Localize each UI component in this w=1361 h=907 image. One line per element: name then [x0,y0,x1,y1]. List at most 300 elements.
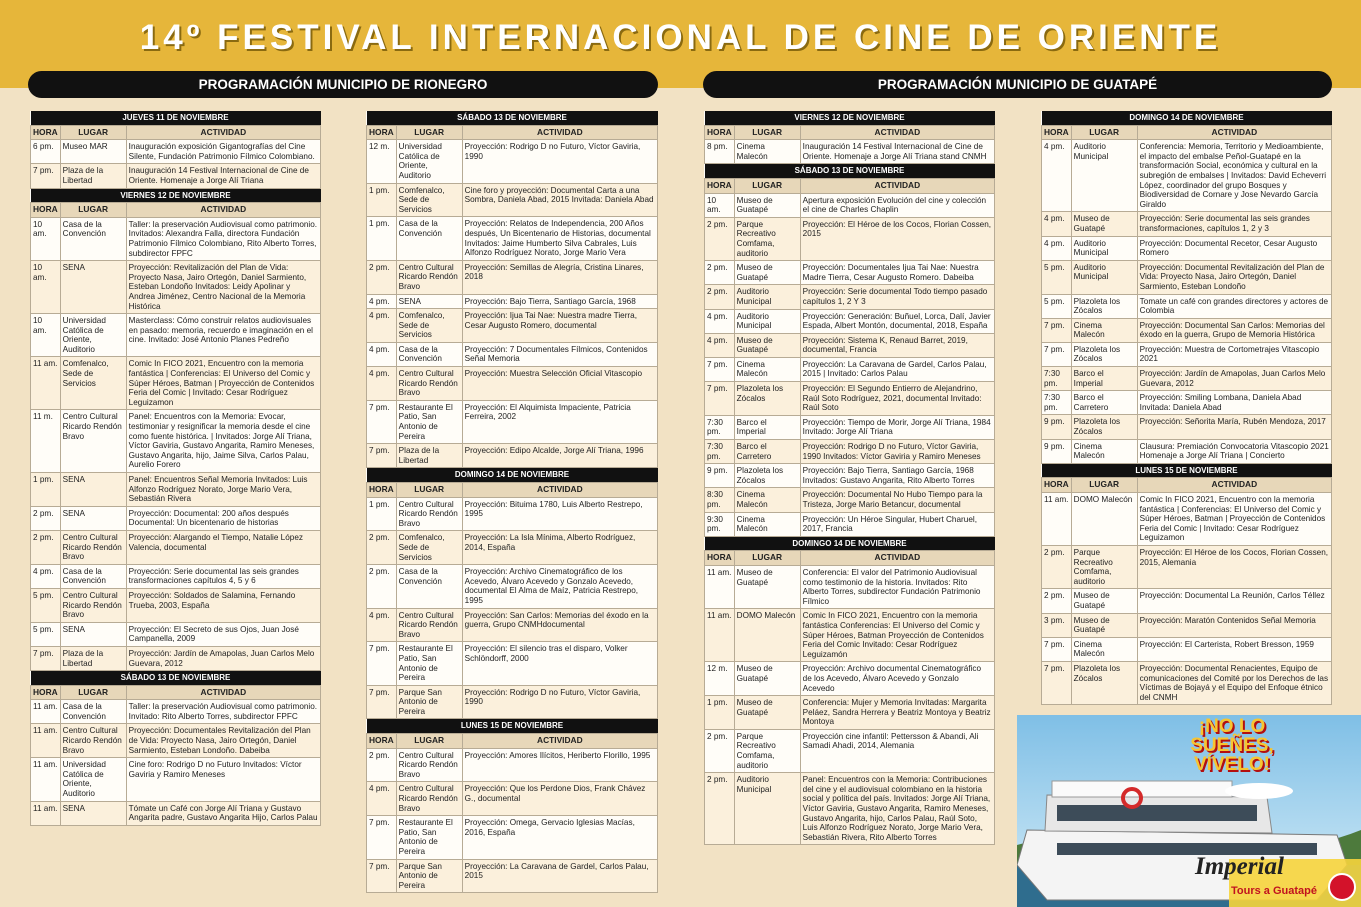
event-venue: Auditorio Municipal [1071,260,1137,294]
event-venue: Restaurante El Patio, San Antonio de Pereira [396,642,462,685]
event-time: 7 pm. [367,642,397,685]
event-activity: Proyección: Serie documental las seis grandes transformaciones, capítulos 1, 2 y 3 [1137,212,1331,236]
event-activity: Proyección: Documental Revitalización del Plan de Vida: Proyecto Nasa, Jairo Ortegón, Daniel Sarmiento, Esteban Londoño [1137,260,1331,294]
event-activity: Masterclass: Cómo construir relatos audiovisuales en pasado: memoria, recuerdo e imaginación en el cine. Invitado: José Antonio Planes Pedreño [126,314,320,357]
actividad-header: ACTIVIDAD [126,685,320,700]
event-row [367,531,658,565]
event-activity: Proyección: Muestra de Cortometrajes Vitascopio 2021 [1137,342,1331,366]
event-venue: Comfenalco, Sede de Servicios [60,357,126,410]
event-time: 5 pm. [31,588,61,622]
event-venue: SENA [60,261,126,314]
event-time: 10 am. [31,314,61,357]
event-activity: Inauguración 14 Festival Internacional de Cine de Oriente. Homenaje a Jorge Alí Triana [126,164,320,188]
lugar-header: LUGAR [396,483,462,498]
promo-brand: Imperial [1195,853,1284,880]
actividad-header: ACTIVIDAD [800,178,994,193]
event-activity: Proyección: La Isla Mínima, Alberto Rodríguez, 2014, España [462,531,657,565]
event-activity: Proyección: Documental: 200 años después Documental: Un bicentenario de historias [126,506,320,530]
event-venue: Auditorio Municipal [1071,140,1137,212]
event-venue: Auditorio Municipal [734,309,800,333]
event-venue: SENA [60,622,126,646]
event-row [31,164,321,188]
event-time: 11 am. [705,565,735,608]
lugar-header: LUGAR [734,125,800,140]
event-row [31,314,321,357]
event-row [367,140,658,183]
event-activity: Cine foro: Rodrigo D no Futuro Invitados: Víctor Gaviria y Ramiro Meneses [126,758,320,801]
event-row [31,261,321,314]
event-row [367,859,658,893]
event-venue: Comfenalco, Sede de Servicios [396,309,462,343]
lugar-header: LUGAR [1071,478,1137,493]
event-activity: Proyección: Documentales Ijua Tai Nae: Nuestra Madre Tierra, Cesar Augusto Romero. Dabeiba [800,261,994,285]
event-time: 4 pm. [31,564,61,588]
event-row [367,748,658,782]
event-time: 2 pm. [705,773,735,845]
event-venue: Universidad Católica de Oriente, Auditorio [60,758,126,801]
event-activity: Proyección: Archivo documental Cinematográfico de los Acevedo, Álvaro Acevedo y Gonzalo Acevedo [800,662,994,696]
event-activity: Proyección: Rodrigo D no Futuro, Víctor Gaviria, 1990 [462,685,657,719]
event-time: 11 am. [31,357,61,410]
event-row [705,309,995,333]
actividad-header: ACTIVIDAD [126,203,320,218]
event-venue: Centro Cultural Ricardo Rendón Bravo [396,782,462,816]
event-activity: Proyección: Documental Recetor, Cesar Augusto Romero [1137,236,1331,260]
event-time: 7 pm. [1042,318,1072,342]
event-activity: Proyección: Soldados de Salamina, Fernando Trueba, 2003, España [126,588,320,622]
day-header: SÁBADO 13 DE NOVIEMBRE [367,111,658,125]
rionegro-section-title: PROGRAMACIÓN MUNICIPIO DE RIONEGRO [28,71,658,98]
festival-title: 14º FESTIVAL INTERNACIONAL DE CINE DE ORIENTE [139,18,1222,57]
event-row [31,357,321,410]
event-row [1042,294,1332,318]
event-row [705,609,995,662]
event-row [705,488,995,512]
day-header: LUNES 15 DE NOVIEMBRE [1042,464,1332,478]
hora-header: HORA [1042,125,1072,140]
event-row [367,782,658,816]
event-venue: Centro Cultural Ricardo Rendón Bravo [396,748,462,782]
event-row [1042,439,1332,463]
event-venue: Parque Recreativo Comfama, auditorio [734,729,800,772]
hora-header: HORA [31,125,61,140]
event-activity: Proyección: Archivo Cinematográfico de los Acevedo, Álvaro Acevedo y Gonzalo Acevedo, documental El Alma de Maíz, Patricia Restrepo, 1995 [462,565,657,608]
event-activity: Proyección: Documentales Revitalización del Plan de Vida: Proyecto Nasa, Jairo Ortegón, Daniel Sarmiento, Esteban Londoño. Dabeiba [126,724,320,758]
day-schedule-table [704,111,995,164]
event-row [367,642,658,685]
event-venue: Parque San Antonio de Pereira [396,859,462,893]
event-time: 4 pm. [367,782,397,816]
event-activity: Proyección: Documental La Reunión, Carlos Téllez [1137,589,1331,613]
event-time: 4 pm. [1042,236,1072,260]
lugar-header: LUGAR [1071,125,1137,140]
event-venue: Museo de Guatapé [734,696,800,730]
event-activity: Proyección: Documental Renacientes, Equipo de comunicaciones del Comité por los Derechos de las Víctimas de Bojayá y el Equipo del Enfoque étnico del CNMH [1137,661,1331,704]
event-activity: Proyección: Ijua Tai Nae: Nuestra madre Tierra, Cesar Augusto Romero, documental [462,309,657,343]
event-row [1042,318,1332,342]
event-row [1042,493,1332,546]
event-activity: Proyección: Semillas de Alegría, Cristina Linares, 2018 [462,260,657,294]
event-time: 4 pm. [705,309,735,333]
event-time: 2 pm. [705,261,735,285]
event-time: 5 pm. [1042,260,1072,294]
event-activity: Proyección: El Secreto de sus Ojos, Juan José Campanella, 2009 [126,622,320,646]
event-activity: Proyección: El silencio tras el disparo, Volker Schlöndorff, 2000 [462,642,657,685]
day-schedule-table [1041,464,1332,705]
event-venue: Plaza de la Libertad [60,646,126,670]
event-activity: Proyección: Rodrigo D no Futuro, Víctor Gaviria, 1990 Invitados: Víctor Gaviria y Ramiro Meneses [800,440,994,464]
event-row [367,565,658,608]
event-time: 7 pm. [705,382,735,416]
event-row [705,140,995,164]
event-time: 11 am. [31,700,61,724]
day-schedule-table [366,719,658,893]
event-time: 7:30 pm. [1042,367,1072,391]
event-venue: Auditorio Municipal [734,773,800,845]
event-time: 7 pm. [1042,661,1072,704]
event-time: 9 pm. [1042,439,1072,463]
event-activity: Inauguración exposición Gigantografías del Cine Silente, Fundación Patrimonio Fílmico Colombiano. [126,140,320,164]
event-venue: Casa de la Convención [396,565,462,608]
event-venue: Parque Recreativo Comfama, auditorio [1071,545,1137,588]
event-activity: Proyección: El Carterista, Robert Bresson, 1959 [1137,637,1331,661]
event-activity: Apertura exposición Evolución del cine y colección el cine de Charles Chaplin [800,193,994,217]
event-row [31,646,321,670]
event-row [705,773,995,845]
event-row [367,309,658,343]
event-time: 12 m. [705,662,735,696]
event-row [367,183,658,217]
event-activity: Cine foro y proyección: Documental Carta a una Sombra, Daniela Abad, 2015 Invitada: Daniela Abad [462,183,657,217]
event-time: 7 pm. [367,400,397,443]
event-row [1042,661,1332,704]
event-venue: Museo de Guatapé [1071,613,1137,637]
event-venue: Barco el Carretero [1071,391,1137,415]
event-venue: DOMO Malecón [734,609,800,662]
day-header: LUNES 15 DE NOVIEMBRE [367,719,658,733]
event-activity: Proyección: Documental No Hubo Tiempo para la Tristeza, Jorge Mario Betancur, documental [800,488,994,512]
event-row [705,333,995,357]
hora-header: HORA [367,483,397,498]
actividad-header: ACTIVIDAD [462,483,657,498]
event-time: 7:30 pm. [705,440,735,464]
event-time: 1 pm. [705,696,735,730]
event-row [705,464,995,488]
event-time: 7 pm. [367,816,397,859]
event-venue: Museo de Guatapé [734,662,800,696]
event-activity: Proyección: Sistema K, Renaud Barret, 2019, documental, Francia [800,333,994,357]
event-activity: Proyección: Alargando el Tiempo, Natalie López Valencia, documental [126,530,320,564]
event-time: 2 pm. [367,531,397,565]
event-row [1042,391,1332,415]
event-time: 4 pm. [367,342,397,366]
hora-header: HORA [31,203,61,218]
event-activity: Comic In FICO 2021, Encuentro con la memoria fantástica | Conferencias: El Universo del Comic y Súper Héroes, Batman | Proyección de Contenidos Feria del Comic | Invitado: Cesar Rodríguez Leguizamon [1137,493,1331,546]
event-row [367,342,658,366]
event-venue: Museo de Guatapé [1071,212,1137,236]
lugar-header: LUGAR [396,734,462,749]
event-activity: Proyección: Señorita María, Rubén Mendoza, 2017 [1137,415,1331,439]
event-venue: Plaza de la Libertad [396,444,462,468]
event-row [1042,236,1332,260]
event-row [705,440,995,464]
event-venue: Barco el Imperial [1071,367,1137,391]
event-activity: Proyección: Tiempo de Morir, Jorge Alí Triana, 1984 Invitado: Jorge Alí Triana [800,415,994,439]
event-time: 7 pm. [705,357,735,381]
day-header: DOMINGO 14 DE NOVIEMBRE [1042,111,1332,125]
event-venue: Centro Cultural Ricardo Rendón Bravo [60,724,126,758]
schedule-column-guatape-2 [1041,111,1332,705]
event-activity: Proyección: Smiling Lombana, Daniela Abad Invitada: Daniela Abad [1137,391,1331,415]
event-activity: Proyección: Edipo Alcalde, Jorge Alí Triana, 1996 [462,444,657,468]
event-activity: Proyección: Relatos de Independencia, 200 Años después, Un Bicentenario de Historias, documental Invitados: Jaime Humberto Silva Cabrales, Luis Alfonzo Rodríguez Norato, Jorge Mario Vera [462,217,657,260]
event-venue: Centro Cultural Ricardo Rendón Bravo [396,367,462,401]
lugar-header: LUGAR [60,125,126,140]
event-row [1042,367,1332,391]
event-row [367,816,658,859]
event-time: 6 pm. [31,140,61,164]
hora-header: HORA [367,125,397,140]
event-row [31,217,321,260]
hora-header: HORA [705,178,735,193]
event-activity: Panel: Encuentros Señal Memoria Invitados: Luis Alfonzo Rodríguez Norato, Jorge Mario Vera, Sebastián Rivera [126,473,320,507]
day-schedule-table [1041,111,1332,464]
event-activity: Proyección: El Héroe de los Cocos, Florian Cossen, 2015 [800,217,994,260]
event-time: 9 pm. [705,464,735,488]
event-venue: Universidad Católica de Oriente, Auditorio [60,314,126,357]
event-venue: Parque San Antonio de Pereira [396,685,462,719]
event-time: 11 am. [705,609,735,662]
day-header: JUEVES 11 DE NOVIEMBRE [31,111,321,125]
actividad-header: ACTIVIDAD [462,125,657,140]
event-venue: Restaurante El Patio, San Antonio de Pereira [396,400,462,443]
event-row [705,193,995,217]
event-activity: Proyección: San Carlos: Memorias del éxodo en la guerra, Grupo CNMHdocumental [462,608,657,642]
event-activity: Proyección: Jardín de Amapolas, Juan Carlos Melo Guevara, 2012 [1137,367,1331,391]
event-venue: Barco el Carretero [734,440,800,464]
event-venue: Plazoleta los Zócalos [1071,661,1137,704]
event-activity: Conferencia: Mujer y Memoria Invitadas: Margarita Peláez, Sandra Herrera y Beatriz Montoya y Beatriz Montoya [800,696,994,730]
day-header: DOMINGO 14 DE NOVIEMBRE [367,468,658,482]
event-venue: Plazoleta los Zócalos [734,382,800,416]
event-row [705,357,995,381]
event-row [1042,140,1332,212]
event-row [1042,415,1332,439]
event-time: 2 pm. [367,748,397,782]
event-row [1042,212,1332,236]
event-activity: Proyección: Un Héroe Singular, Hubert Charuel, 2017, Francia [800,512,994,536]
event-time: 4 pm. [367,608,397,642]
event-time: 9 pm. [1042,415,1072,439]
lugar-header: LUGAR [734,178,800,193]
event-row [31,564,321,588]
event-time: 4 pm. [367,294,397,309]
event-activity: Proyección: Generación: Buñuel, Lorca, Dalí, Javier Espada, Albert Montón, documental, 2018, España [800,309,994,333]
event-row [1042,260,1332,294]
event-time: 7 pm. [367,444,397,468]
hora-header: HORA [367,734,397,749]
event-venue: SENA [60,801,126,825]
event-time: 10 am. [705,193,735,217]
day-header: VIERNES 12 DE NOVIEMBRE [31,189,321,203]
event-venue: Casa de la Convención [60,217,126,260]
event-time: 11 am. [31,724,61,758]
event-activity: Proyección: Muestra Selección Oficial Vitascopio [462,367,657,401]
event-venue: Museo de Guatapé [734,193,800,217]
event-activity: Taller: la preservación Audiovisual como patrimonio. Invitado: Rito Alberto Torres, subdirector FPFC [126,700,320,724]
event-time: 2 pm. [367,260,397,294]
day-schedule-table [366,468,658,719]
event-row [31,506,321,530]
event-time: 2 pm. [705,217,735,260]
guatape-section-title: PROGRAMACIÓN MUNICIPIO DE GUATAPÉ [703,71,1332,98]
event-row [31,700,321,724]
event-venue: SENA [60,473,126,507]
event-activity: Tómate un Café con Jorge Alí Triana y Gustavo Angarita padre, Gustavo Angarita Hijo, Carlos Palau [126,801,320,825]
lugar-header: LUGAR [396,125,462,140]
event-time: 4 pm. [705,333,735,357]
event-row [31,530,321,564]
event-row [367,217,658,260]
event-time: 2 pm. [1042,545,1072,588]
event-activity: Proyección: Documental San Carlos: Memorias del éxodo en la guerra, Grupo de Memoria Histórica [1137,318,1331,342]
event-venue: Casa de la Convención [60,700,126,724]
event-activity: Proyección: Maratón Contenidos Señal Memoria [1137,613,1331,637]
event-row [31,410,321,473]
event-venue: Plazoleta los Zócalos [1071,415,1137,439]
actividad-header: ACTIVIDAD [126,125,320,140]
promo-tours: Tours a Guatapé [1231,885,1317,897]
event-activity: Comic In FICO 2021, Encuentro con la memoria fantástica | Conferencias: El Universo del Comic y Súper Héroes, Batman | Proyección de Contenidos Feria del Comic | Invitado: Cesar Rodríguez Leguizamon [126,357,320,410]
event-time: 2 pm. [31,506,61,530]
event-time: 11 am. [31,758,61,801]
event-venue: Centro Cultural Ricardo Rendón Bravo [60,530,126,564]
event-venue: Casa de la Convención [396,217,462,260]
event-row [31,473,321,507]
event-row [367,444,658,468]
event-activity: Proyección: Jardín de Amapolas, Juan Carlos Melo Guevara, 2012 [126,646,320,670]
event-row [705,285,995,309]
event-venue: Cinema Malecón [734,140,800,164]
event-time: 11 am. [31,801,61,825]
event-time: 7 pm. [31,646,61,670]
event-time: 4 pm. [1042,140,1072,212]
event-row [31,758,321,801]
event-activity: Proyección: Revitalización del Plan de Vida: Proyecto Nasa, Jairo Ortegón, Daniel Sarmiento, Esteban Londoño Invitados: Leidy Apolinar y Andrea Jiménez, Centro Nacional de la Memoria Histórica [126,261,320,314]
event-activity: Proyección: Que los Perdone Dios, Frank Chávez G., documental [462,782,657,816]
event-time: 4 pm. [367,309,397,343]
event-time: 2 pm. [1042,589,1072,613]
hora-header: HORA [705,551,735,566]
lugar-header: LUGAR [734,551,800,566]
event-venue: Cinema Malecón [1071,439,1137,463]
hora-header: HORA [1042,478,1072,493]
event-time: 2 pm. [367,565,397,608]
event-activity: Proyección: Bituima 1780, Luis Alberto Restrepo, 1995 [462,497,657,531]
event-time: 7:30 pm. [1042,391,1072,415]
event-activity: Proyección: Omega, Gervacio Iglesias Macías, 2016, España [462,816,657,859]
lugar-header: LUGAR [60,203,126,218]
event-time: 5 pm. [31,622,61,646]
event-venue: SENA [60,506,126,530]
event-row [367,685,658,719]
event-venue: Auditorio Municipal [1071,236,1137,260]
event-row [1042,342,1332,366]
event-activity: Proyección: Amores Ilícitos, Heriberto Florillo, 1995 [462,748,657,782]
actividad-header: ACTIVIDAD [800,551,994,566]
event-venue: Museo de Guatapé [1071,589,1137,613]
event-row [705,512,995,536]
event-row [705,261,995,285]
event-time: 7 pm. [31,164,61,188]
event-time: 7 pm. [1042,342,1072,366]
event-activity: Proyección: Bajo Tierra, Santiago García, 1968 Invitados: Gustavo Angarita, Rito Alberto Torres [800,464,994,488]
event-activity: Taller: la preservación Audiovisual como patrimonio. Invitados: Alexandra Falla, directora Fundación Patrimonio Fílmico Colombiano, Rito Alberto Torres, subdirector FPFC [126,217,320,260]
event-venue: SENA [396,294,462,309]
event-venue: Plazoleta los Zócalos [1071,294,1137,318]
promo-slogan: ¡NO LO SUEÑES, VÍVELO! [1190,716,1274,775]
event-venue: Comfenalco, Sede de Servicios [396,183,462,217]
event-venue: Casa de la Convención [60,564,126,588]
event-activity: Proyección: Rodrigo D no Futuro, Víctor Gaviria, 1990 [462,140,657,183]
event-row [705,729,995,772]
event-row [705,696,995,730]
event-row [1042,637,1332,661]
event-row [1042,613,1332,637]
actividad-header: ACTIVIDAD [462,734,657,749]
event-row [367,260,658,294]
event-time: 7 pm. [367,859,397,893]
event-row [705,565,995,608]
event-row [705,382,995,416]
day-header: VIERNES 12 DE NOVIEMBRE [705,111,995,125]
event-time: 3 pm. [1042,613,1072,637]
event-time: 4 pm. [367,367,397,401]
event-activity: Proyección: El Héroe de los Cocos, Florian Cossen, 2015, Alemania [1137,545,1331,588]
promo-boat-image [1017,715,1361,907]
event-time: 7 pm. [367,685,397,719]
day-schedule-table [366,111,658,468]
hora-header: HORA [31,685,61,700]
event-time: 7 pm. [1042,637,1072,661]
event-activity: Proyección: Serie documental Todo tiempo pasado capítulos 1, 2 Y 3 [800,285,994,309]
event-time: 10 am. [31,217,61,260]
event-time: 2 pm. [705,729,735,772]
event-time: 2 pm. [705,285,735,309]
actividad-header: ACTIVIDAD [800,125,994,140]
event-activity: Conferencia: El valor del Patrimonio Audiovisual como testimonio de la historia. Invitados: Rito Alberto Torres, subdirector Fundación Patrimonio Fílmico [800,565,994,608]
event-time: 1 pm. [31,473,61,507]
event-activity: Proyección: 7 Documentales Fílmicos, Contenidos Señal Memoria [462,342,657,366]
event-venue: Centro Cultural Ricardo Rendón Bravo [396,497,462,531]
event-venue: Centro Cultural Ricardo Rendón Bravo [396,608,462,642]
event-venue: Cinema Malecón [734,512,800,536]
day-schedule-table [704,537,995,846]
event-venue: Auditorio Municipal [734,285,800,309]
schedule-column-rionegro-2 [366,111,658,893]
day-header: SÁBADO 13 DE NOVIEMBRE [31,671,321,685]
event-row [705,662,995,696]
event-activity: Proyección: El Segundo Entierro de Alejandrino, Raúl Soto Rodríguez, 2021, documental Invitado: Raúl Soto [800,382,994,416]
promo-logo [1328,873,1356,901]
day-schedule-table [30,189,321,672]
event-row [367,608,658,642]
event-venue: Parque Recreativo Comfama, auditorio [734,217,800,260]
event-row [31,622,321,646]
day-schedule-table [704,164,995,536]
event-time: 12 m. [367,140,397,183]
event-row [367,367,658,401]
